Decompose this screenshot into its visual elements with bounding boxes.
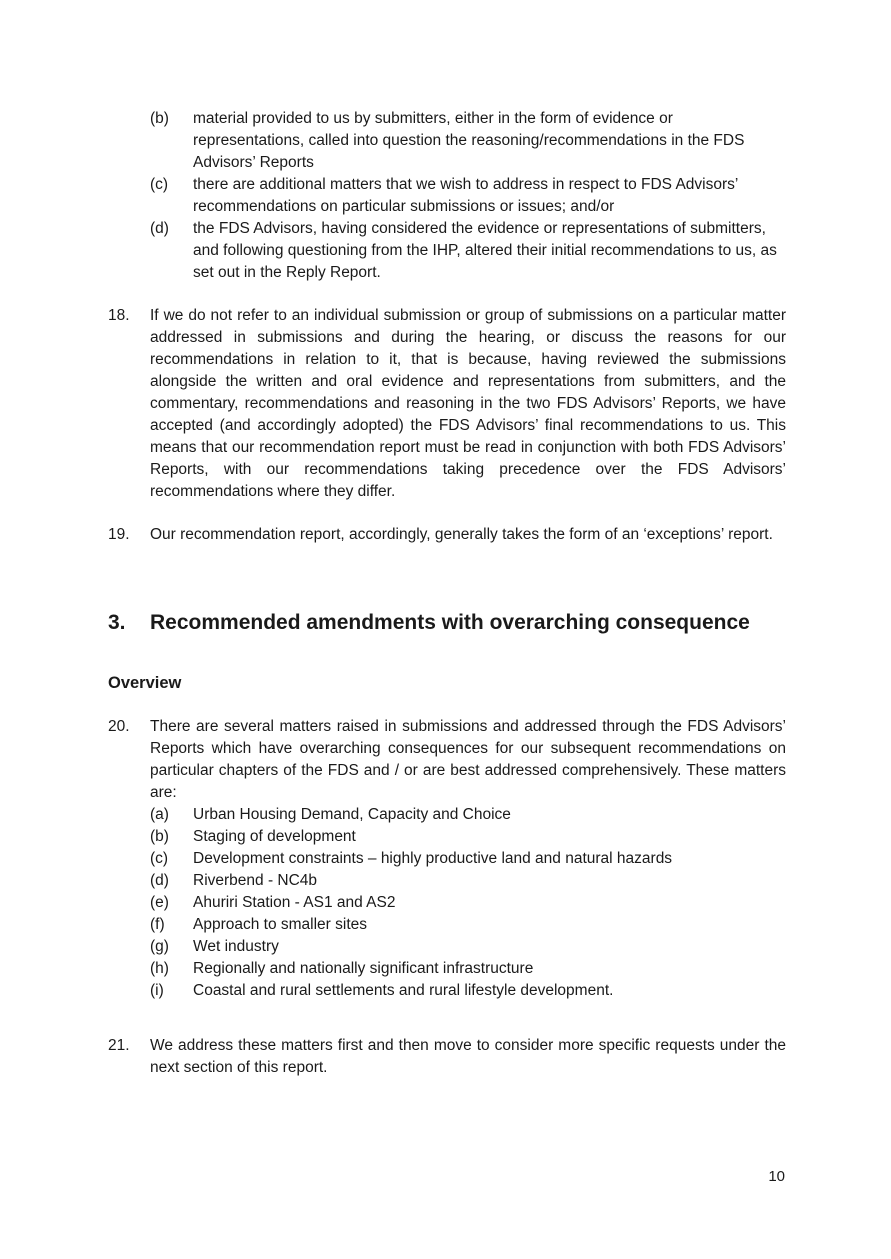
list-item-text: material provided to us by submitters, either in the form of evidence or representations, called into question the reasoning/recommendations in the FDS Advisors’ Reports — [193, 110, 745, 171]
list-item — [150, 804, 786, 826]
paragraph-20 — [108, 716, 786, 804]
list-item-text: Urban Housing Demand, Capacity and Choice — [193, 806, 511, 823]
list-item-label: (i) — [150, 982, 164, 999]
section-title: Recommended amendments with overarching consequence — [150, 611, 750, 634]
list-item-text: Riverbend - NC4b — [193, 872, 318, 889]
paragraph-text: Our recommendation report, accordingly, generally takes the form of an ‘exceptions’ report. — [150, 526, 773, 543]
list-item-label: (f) — [150, 916, 165, 933]
list-item-text: Wet industry — [193, 938, 279, 955]
list-item-label: (e) — [150, 894, 169, 911]
list-item — [150, 108, 786, 174]
list-item-text: there are additional matters that we wish to address in respect to FDS Advisors’ recommendations on particular submissions or issues; and/or — [193, 176, 738, 215]
list-item-label: (h) — [150, 960, 169, 977]
subheading-overview: Overview — [108, 674, 182, 692]
list-item-label: (b) — [150, 110, 169, 127]
list-item-text: Staging of development — [193, 828, 356, 845]
paragraph-18 — [108, 305, 786, 503]
list-item — [150, 936, 786, 958]
list-item — [150, 848, 786, 870]
list-item-label: (d) — [150, 872, 169, 889]
list-item-label: (d) — [150, 220, 169, 237]
list-item — [150, 174, 786, 218]
paragraph-number: 19. — [108, 526, 130, 543]
list-item-label: (c) — [150, 176, 169, 193]
paragraph-number: 21. — [108, 1037, 130, 1054]
list-item — [150, 870, 786, 892]
list-item — [150, 218, 786, 284]
list-item — [150, 914, 786, 936]
paragraph-21 — [108, 1035, 786, 1079]
list-item-text: Regionally and nationally significant infrastructure — [193, 960, 534, 977]
list-item-text: Approach to smaller sites — [193, 916, 368, 933]
list-item-label: (b) — [150, 828, 169, 845]
list-item-text: Ahuriri Station - AS1 and AS2 — [193, 894, 396, 911]
paragraph-text: There are several matters raised in submissions and addressed through the FDS Advisors’ Reports which have overarching consequences for our subsequent recommendations on particular chapters of the FDS and / or are best addressed comprehensively. These matters are: — [150, 718, 786, 801]
section-number: 3. — [108, 611, 126, 634]
criteria-list — [150, 108, 786, 284]
list-item-text: Development constraints – highly productive land and natural hazards — [193, 850, 673, 867]
list-item — [150, 980, 786, 1002]
list-item — [150, 892, 786, 914]
list-item-label: (g) — [150, 938, 169, 955]
section-heading — [108, 608, 750, 638]
paragraph-19 — [108, 524, 786, 546]
paragraph-text: If we do not refer to an individual submission or group of submissions on a particular matter addressed in submissions and during the hearing, or discuss the reasons for our recommendations in relation to it, that is because, having reviewed the submissions alongside the written and oral evidence and representations from submitters, and the commentary, recommendations and reasoning in the two FDS Advisors’ Reports, we have accepted (and accordingly adopted) the FDS Advisors’ final recommendations to us. This means that our recommendation report must be read in conjunction with both FDS Advisors’ Reports, with our recommendations taking precedence over the FDS Advisors’ recommendations where they differ. — [150, 307, 786, 500]
page-number: 10 — [768, 1168, 785, 1185]
list-item-text: Coastal and rural settlements and rural lifestyle development. — [193, 982, 614, 999]
paragraph-number: 20. — [108, 718, 130, 735]
paragraph-number: 18. — [108, 307, 130, 324]
list-item-label: (c) — [150, 850, 169, 867]
list-item — [150, 826, 786, 848]
paragraph-text: We address these matters first and then move to consider more specific requests under the next section of this report. — [150, 1037, 786, 1076]
list-item-text: the FDS Advisors, having considered the evidence or representations of submitters, and following questioning from the IHP, altered their initial recommendations to us, as set out in the Reply Report. — [193, 220, 777, 281]
matters-list — [150, 804, 786, 1002]
list-item — [150, 958, 786, 980]
list-item-label: (a) — [150, 806, 169, 823]
